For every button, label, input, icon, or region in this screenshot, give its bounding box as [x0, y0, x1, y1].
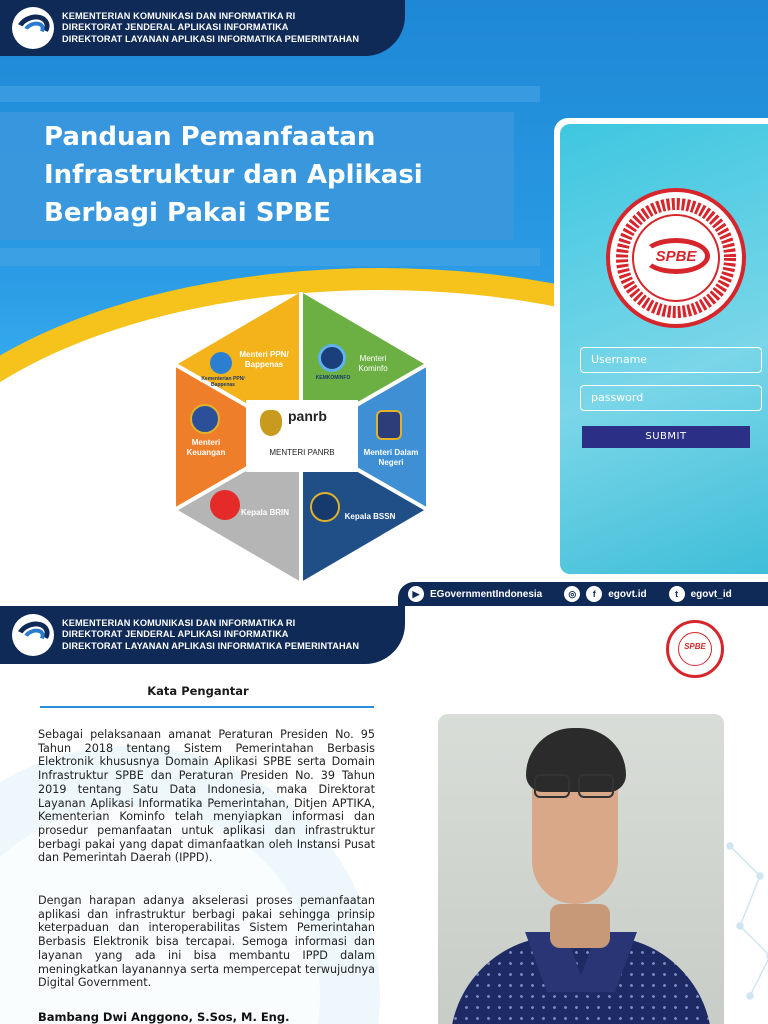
foreword-paragraph-1: Sebagai pelaksanaan amanat Peraturan Presiden No. 95 Tahun 2018 tentang Sistem Pemerintahan Berbasis Elektronik khususnya Domain Aplikasi SPBE serta Domain Infrastruktur SPBE dan Peraturan Presiden No. 39 Tahun 2019 tentang Satu Data Indonesia, maka Direktorat Layanan Aplikasi Informatika Pemerintahan, Ditjen APTIKA, Kementerian Kominfo telah menyiapkan informasi dan prosedur pemanfaatan untuk aplikasi dan infrastruktur berbagi pakai yang dapat dimanfaatkan oleh Instansi Pusat dan Pemerintah Daerah (IPPD). — [38, 728, 375, 865]
garuda-emblem-icon — [260, 410, 282, 436]
hexagon-center — [246, 400, 358, 472]
segment-label-kemenkeu: Menteri Keuangan — [186, 438, 226, 457]
decor-band — [0, 86, 540, 102]
org-line-2: DIREKTORAT JENDERAL APLIKASI INFORMATIKA — [62, 22, 289, 33]
decor-band — [0, 248, 540, 266]
phone-mockup — [554, 118, 768, 580]
username-input[interactable]: Username — [580, 347, 762, 373]
org-line-1: KEMENTERIAN KOMUNIKASI DAN INFORMATIKA RI — [62, 10, 296, 21]
panrb-logo: panrb — [288, 408, 327, 424]
heading-underline — [40, 706, 374, 708]
cover-title-line-2: Infrastruktur dan Aplikasi — [44, 160, 423, 190]
org-line-1: KEMENTERIAN KOMUNIKASI DAN INFORMATIKA RI — [62, 617, 296, 628]
network-decoration-icon — [720, 836, 768, 1006]
foreword-paragraph-2: Dengan harapan adanya akselerasi proses pemanfaatan aplikasi dan infrastruktur berbagi pakai sehingga prinsip keterpaduan dan interoperabilitas Sistem Pemerintahan Berbasis Elektronik bisa tercapai. Semoga informasi dan layanan yang ada ini bisa membantu IPPD dalam meningkatkan layanannya serta mempercepat terwujudnya Digital Government. — [38, 894, 375, 990]
twitter-icon: t — [669, 586, 685, 602]
kominfo-logo-icon — [318, 344, 346, 372]
ministries-hexagon — [170, 292, 432, 582]
org-line-2: DIREKTORAT JENDERAL APLIKASI INFORMATIKA — [62, 629, 289, 640]
foreword-heading: Kata Pengantar — [147, 684, 249, 698]
signatory-name: Bambang Dwi Anggono, S.Sos, M. Eng. — [38, 1010, 290, 1024]
spbe-seal-logo — [606, 188, 746, 328]
center-label: MENTERI PANRB — [269, 448, 335, 457]
youtube-icon: ▶ — [408, 586, 424, 602]
org-name — [62, 11, 359, 46]
twitter-handle: egovt_id — [690, 588, 732, 600]
kominfo-logo-icon — [12, 7, 54, 49]
social-media-bar — [398, 582, 768, 606]
instagram-facebook-handle: egovt.id — [608, 588, 647, 600]
bappenas-logo-icon — [210, 352, 232, 374]
bssn-logo-icon — [310, 492, 340, 522]
cover-title — [44, 118, 514, 232]
facebook-icon: f — [586, 586, 602, 602]
org-line-3: DIREKTORAT LAYANAN APLIKASI INFORMATIKA PEMERINTAHAN — [62, 33, 360, 44]
spbe-seal-logo — [666, 620, 724, 678]
spbe-seal-word: SPBE — [684, 642, 706, 651]
submit-button[interactable]: SUBMIT — [582, 426, 750, 448]
segment-sublabel-bappenas: Kementerian PPN/ Bappenas — [201, 376, 245, 388]
twitter-link[interactable] — [669, 586, 732, 602]
kemendagri-logo-icon — [376, 410, 402, 440]
segment-sublabel-kominfo: KEMKOMINFO — [315, 375, 351, 381]
youtube-handle: EGovernmentIndonesia — [430, 588, 543, 600]
foreword-page — [0, 606, 768, 1024]
cover-title-line-3: Berbagi Pakai SPBE — [44, 198, 332, 228]
cover-title-line-1: Panduan Pemanfaatan — [44, 122, 376, 152]
kemenkeu-logo-icon — [190, 404, 220, 434]
seal-ring-text-icon — [610, 192, 742, 324]
segment-label-bssn: Kepala BSSN — [344, 512, 396, 521]
youtube-link[interactable] — [408, 586, 542, 602]
header-bar — [0, 606, 405, 664]
instagram-facebook-link[interactable] — [564, 586, 646, 602]
password-input[interactable]: password — [580, 385, 762, 411]
phone-screen — [560, 124, 768, 574]
kominfo-logo-icon — [12, 614, 54, 656]
spbe-seal-word: SPBE — [655, 248, 697, 265]
org-line-3: DIREKTORAT LAYANAN APLIKASI INFORMATIKA PEMERINTAHAN — [62, 640, 360, 651]
segment-label-brin: Kepala BRIN — [240, 508, 289, 517]
segment-label-kominfo: Menteri Kominfo — [358, 354, 388, 373]
segment-label-bappenas: Menteri PPN/ Bappenas — [239, 350, 289, 369]
instagram-icon: ◎ — [564, 586, 580, 602]
org-name — [62, 618, 359, 653]
director-photo — [438, 714, 724, 1024]
header-bar — [0, 0, 405, 56]
segment-label-kemendagri: Menteri Dalam Negeri — [363, 448, 419, 467]
